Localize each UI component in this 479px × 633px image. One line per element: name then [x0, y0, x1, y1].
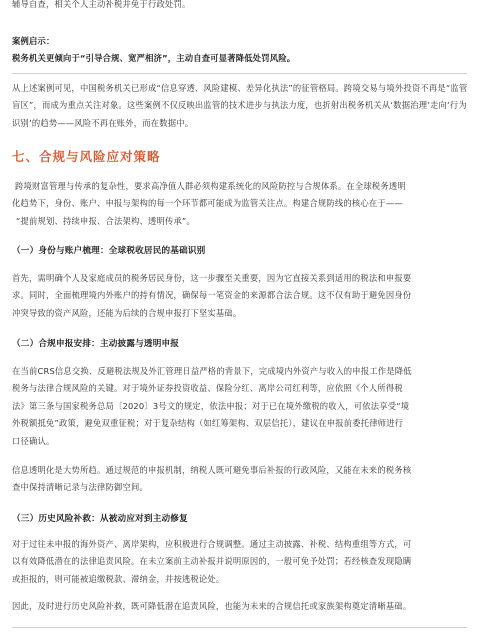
filing-paragraph [12, 363, 468, 450]
text-line: 以有效降低潜在的法律追责风险。在未立案前主动补报并说明原因的，一般可免予处罚；若经核查发现隐瞒 [12, 556, 412, 567]
identity-paragraph [12, 270, 468, 322]
text-line: “提前规划、持续申报、合法架构、透明传承”。 [16, 215, 195, 226]
text-line: 化趋势下，身份、账户、申报与架构的每一个环节都可能成为监管关注点。构建合规防线的核心在于—— [12, 198, 403, 209]
remediation-paragraph [12, 536, 468, 588]
divider-line [12, 73, 467, 74]
text-line: 在当前CRS信息交换、反避税法规及外汇管理日益严格的背景下，完成境内外资产与收入的申报工作是降低 [12, 366, 412, 376]
subsection-heading-remediation: （三）历史风险补救：从被动应对到主动修复 [12, 514, 188, 524]
text-line: 税务与法律合规风险的关键。对于境外证券投资收益、保险分红、离岸公司红利等，应依照《个人所得税 [12, 383, 403, 394]
text-line: 跨境财富管理与传承的复杂性，要求高净值人群必须构建系统化的风险防控与合规体系。在全球税务透明 [15, 181, 406, 191]
text-line: 因此，及时进行历史风险补救，既可降低潜在追责风险，也能为未来的合规信托或家族架构奠定清晰基础。 [12, 601, 412, 611]
text-line: 外税额抵免”政策，避免双重征税；对于复杂结构（如红筹架构、双层信托），建议在申报前委托律师进行 [12, 418, 404, 429]
subsection-heading-filing: （二）合规申报安排：主动披露与透明申报 [12, 339, 180, 349]
text-line: 或拒报的，则可能被追缴税款、滞纳金，并按逃税论处。 [12, 573, 225, 584]
case-insight-summary: 税务机关更倾向于“引导合规、宽严相济”，主动自查可显著降低处罚风险。 [12, 53, 296, 63]
text-line: 信息透明化是大势所趋。通过规范的申报机制，纳税人既可避免事后补报的行政风险，又能在未来的税务核 [12, 465, 412, 475]
case-insight-title: 案例启示： [12, 36, 55, 46]
section-heading: 七、合规与风险应对策略 [12, 149, 161, 164]
text-line: 查中保持清晰记录与法律防御空间。 [12, 482, 148, 493]
analysis-paragraph: 从上述案例可见，中国税务机关已形成“信息穿透、风险建模、差异化执法”的征管格局。跨境交易与境外投资不再是“监管盲区”，而成为重点关注对象。这些案例不仅反映出监管的技术进步与执法力度，也折射出税务机关从‘数据治理’走向‘行为识别’的趋势——风险不再在账外，而在数据中。 [12, 83, 468, 128]
section-intro-paragraph [12, 178, 468, 230]
text-line: 口径确认。 [12, 435, 55, 446]
subsection-heading-identity: （一）身份与账户梳理：全球税收居民的基础识别 [12, 246, 206, 256]
bottom-divider [12, 627, 467, 628]
case-result-text: 辅导自查，相关个人主动补税并免于行政处罚。 [12, 0, 191, 9]
text-line: 法》第三条与国家税务总局〔2020〕3号文的规定，依法申报；对于已在境外缴税的收入，可依法享受“境 [12, 400, 410, 411]
conclusion-paragraph [12, 598, 468, 615]
text-line: 冲突导致的资产风险，还能为后续的合规申报打下坚实基础。 [12, 307, 242, 318]
text-line: 首先，需明确个人及家庭成员的税务居民身份，这一步骤至关重要，因为它直接关系到适用的税法和申报要 [12, 273, 412, 283]
text-line: 对于过往未申报的海外资产、离岸架构，应积极进行合规调整。通过主动披露、补税、结构重组等方式，可 [12, 539, 412, 549]
transparency-paragraph [12, 462, 468, 497]
text-line: 求。同时，全面梳理境内外账户的持有情况，确保每一笔资金的来源都合法合规。这不仅有助于避免因身份 [12, 290, 412, 301]
